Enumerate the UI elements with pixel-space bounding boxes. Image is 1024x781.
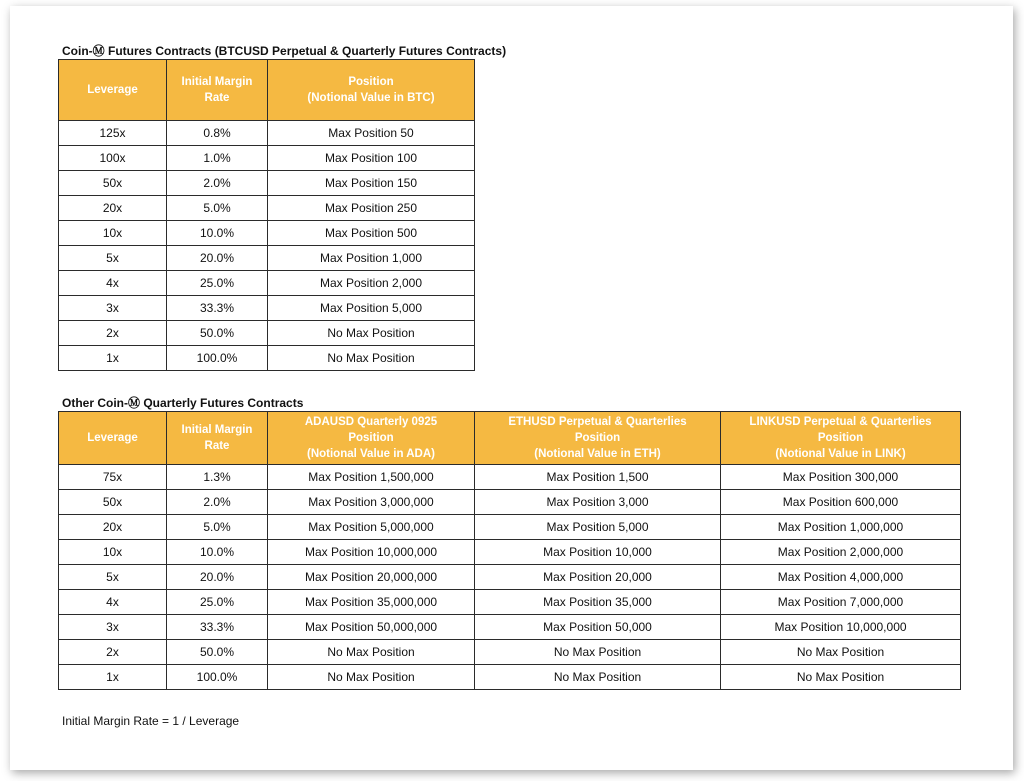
cell-leverage: 2x [59, 640, 167, 665]
table-row [59, 540, 961, 565]
cell-leverage: 10x [59, 221, 167, 246]
cell-position-btc: Max Position 5,000 [268, 296, 475, 321]
table-row [59, 171, 475, 196]
cell-leverage: 50x [59, 490, 167, 515]
cell-position-ada: Max Position 50,000,000 [268, 615, 475, 640]
cell-initial-margin-rate: 10.0% [167, 540, 268, 565]
coin-m-symbol-icon: Ⓜ [128, 396, 141, 410]
table2-title: Other Coin-Ⓜ Quarterly Futures Contracts [62, 396, 304, 410]
table-row [59, 196, 475, 221]
table-row [59, 271, 475, 296]
cell-position-eth: Max Position 10,000 [475, 540, 721, 565]
cell-initial-margin-rate: 5.0% [167, 196, 268, 221]
cell-leverage: 4x [59, 590, 167, 615]
cell-position-eth: Max Position 5,000 [475, 515, 721, 540]
table-row [59, 640, 961, 665]
cell-position-btc: Max Position 50 [268, 121, 475, 146]
cell-leverage: 3x [59, 615, 167, 640]
table-row [59, 615, 961, 640]
cell-position-link: Max Position 10,000,000 [721, 615, 961, 640]
header-position-btc: Position (Notional Value in BTC) [268, 60, 475, 121]
cell-position-btc: No Max Position [268, 321, 475, 346]
cell-initial-margin-rate: 33.3% [167, 296, 268, 321]
cell-initial-margin-rate: 25.0% [167, 271, 268, 296]
cell-position-ada: Max Position 35,000,000 [268, 590, 475, 615]
cell-initial-margin-rate: 20.0% [167, 565, 268, 590]
cell-initial-margin-rate: 2.0% [167, 171, 268, 196]
cell-initial-margin-rate: 5.0% [167, 515, 268, 540]
cell-leverage: 3x [59, 296, 167, 321]
header-initial-margin-rate: Initial Margin Rate [167, 412, 268, 465]
table1-title: Coin-Ⓜ Futures Contracts (BTCUSD Perpetual & Quarterly Futures Contracts) [62, 44, 507, 58]
header-initial-margin-rate: Initial Margin Rate [167, 60, 268, 121]
table-row [59, 246, 475, 271]
coin-m-symbol-icon: Ⓜ [92, 44, 105, 58]
cell-position-link: Max Position 2,000,000 [721, 540, 961, 565]
cell-position-link: No Max Position [721, 665, 961, 690]
cell-position-eth: Max Position 20,000 [475, 565, 721, 590]
table-header-row [59, 60, 475, 121]
cell-position-eth: Max Position 1,500 [475, 465, 721, 490]
cell-leverage: 20x [59, 196, 167, 221]
header-adausd-position: ADAUSD Quarterly 0925 Position (Notional Value in ADA) [268, 412, 475, 465]
cell-position-ada: Max Position 5,000,000 [268, 515, 475, 540]
cell-leverage: 1x [59, 665, 167, 690]
cell-leverage: 20x [59, 515, 167, 540]
table-row [59, 565, 961, 590]
cell-position-ada: No Max Position [268, 665, 475, 690]
cell-initial-margin-rate: 1.0% [167, 146, 268, 171]
table-row [59, 296, 475, 321]
cell-initial-margin-rate: 0.8% [167, 121, 268, 146]
cell-position-btc: Max Position 500 [268, 221, 475, 246]
cell-position-btc: Max Position 150 [268, 171, 475, 196]
cell-position-ada: Max Position 3,000,000 [268, 490, 475, 515]
table-row [59, 465, 961, 490]
cell-leverage: 5x [59, 246, 167, 271]
cell-initial-margin-rate: 10.0% [167, 221, 268, 246]
cell-position-link: Max Position 300,000 [721, 465, 961, 490]
cell-leverage: 75x [59, 465, 167, 490]
header-leverage: Leverage [59, 412, 167, 465]
cell-leverage: 4x [59, 271, 167, 296]
cell-position-link: No Max Position [721, 640, 961, 665]
cell-leverage: 10x [59, 540, 167, 565]
cell-leverage: 1x [59, 346, 167, 371]
cell-position-btc: Max Position 250 [268, 196, 475, 221]
cell-position-link: Max Position 600,000 [721, 490, 961, 515]
cell-initial-margin-rate: 50.0% [167, 640, 268, 665]
table-row [59, 346, 475, 371]
cell-position-link: Max Position 1,000,000 [721, 515, 961, 540]
cell-position-ada: Max Position 10,000,000 [268, 540, 475, 565]
cell-leverage: 5x [59, 565, 167, 590]
other-coin-m-margin-table [58, 411, 961, 690]
cell-initial-margin-rate: 33.3% [167, 615, 268, 640]
table-row [59, 590, 961, 615]
cell-position-eth: Max Position 35,000 [475, 590, 721, 615]
table-row [59, 515, 961, 540]
cell-position-eth: Max Position 3,000 [475, 490, 721, 515]
cell-initial-margin-rate: 2.0% [167, 490, 268, 515]
cell-position-btc: Max Position 100 [268, 146, 475, 171]
cell-initial-margin-rate: 25.0% [167, 590, 268, 615]
btcusd-margin-table [58, 59, 475, 371]
cell-leverage: 100x [59, 146, 167, 171]
header-leverage: Leverage [59, 60, 167, 121]
header-linkusd-position: LINKUSD Perpetual & Quarterlies Position (Notional Value in LINK) [721, 412, 961, 465]
cell-leverage: 50x [59, 171, 167, 196]
table-row [59, 146, 475, 171]
cell-position-link: Max Position 4,000,000 [721, 565, 961, 590]
cell-position-eth: No Max Position [475, 665, 721, 690]
cell-position-ada: No Max Position [268, 640, 475, 665]
cell-position-btc: Max Position 2,000 [268, 271, 475, 296]
table-row [59, 321, 475, 346]
cell-initial-margin-rate: 100.0% [167, 665, 268, 690]
cell-position-link: Max Position 7,000,000 [721, 590, 961, 615]
table-header-row [59, 412, 961, 465]
cell-position-eth: No Max Position [475, 640, 721, 665]
cell-position-btc: Max Position 1,000 [268, 246, 475, 271]
table-row [59, 665, 961, 690]
cell-initial-margin-rate: 20.0% [167, 246, 268, 271]
cell-position-btc: No Max Position [268, 346, 475, 371]
cell-leverage: 2x [59, 321, 167, 346]
cell-position-ada: Max Position 1,500,000 [268, 465, 475, 490]
table-row [59, 121, 475, 146]
cell-initial-margin-rate: 1.3% [167, 465, 268, 490]
cell-position-ada: Max Position 20,000,000 [268, 565, 475, 590]
cell-position-eth: Max Position 50,000 [475, 615, 721, 640]
cell-initial-margin-rate: 50.0% [167, 321, 268, 346]
cell-initial-margin-rate: 100.0% [167, 346, 268, 371]
cell-leverage: 125x [59, 121, 167, 146]
table-row [59, 221, 475, 246]
table-row [59, 490, 961, 515]
header-ethusd-position: ETHUSD Perpetual & Quarterlies Position (Notional Value in ETH) [475, 412, 721, 465]
footnote: Initial Margin Rate = 1 / Leverage [62, 714, 240, 728]
